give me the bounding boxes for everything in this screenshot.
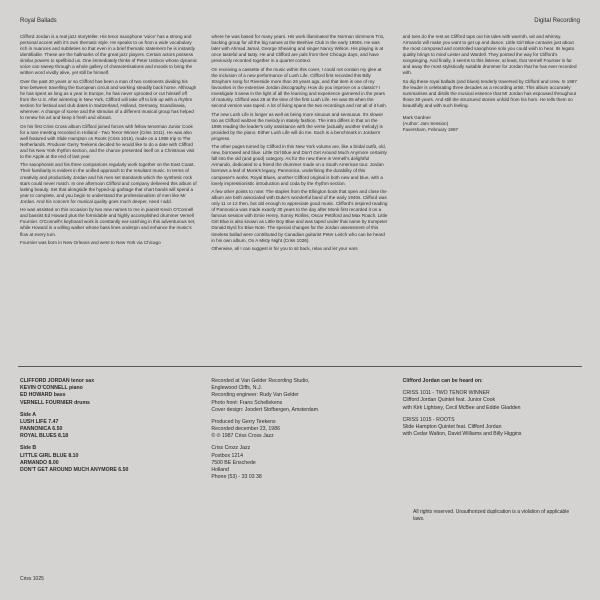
address-line: Holland bbox=[211, 466, 229, 473]
track: ROYAL BLUES 8.18 bbox=[20, 433, 69, 440]
liner-notes-column-1 bbox=[20, 34, 197, 254]
track: PANNONICA 6.50 bbox=[20, 426, 63, 433]
personnel-tracklist bbox=[20, 378, 197, 481]
recording-line: Recording engineer: Rudy Van Gelder bbox=[211, 392, 299, 399]
discography-line: Clifford Jordan Quintet feat. Junior Cook bbox=[402, 397, 496, 404]
production-line: Recorded december 23, 1986 bbox=[211, 426, 280, 433]
address-line: Criss Crozz Jazz bbox=[211, 445, 251, 452]
production-line: Produced by Gerry Teekens bbox=[211, 418, 276, 425]
paragraph: Clifford Jordan is a real jazz storyteller. His tenor saxophone 'voice' has a strong and personal accent with it's own thematic style. He speaks to us from a wide vocabulary rich in nuances and subtleties so that even in a brief thematic statement he is instantly identifiable. These are the hallmarks of the great jazz players. Certain actors possess similar powers to spellbind us. One immediately thinks of Peter Ustinov whose dynamic voice can sweep through a whole gallery of characterisations and moods to bring the written word vividly alive, yet still be himself. bbox=[20, 34, 198, 76]
paragraph: On his first Criss Cross album Clifford joined forces with fellow tenorman Junior Cook for a rare meeting recorded in Holland - Two Tenor Winner (Criss 1011). He was also well featured with Slide Hampton on Roots (Criss 1015), made on a 1985 trip to The Netherlands. Producer Gerry Teekens decided he would like to do a date with Clifford and his New York rhythm section, and the chance presented itself on a Christmas visit to the Apple at the end of last year. bbox=[20, 123, 195, 159]
author-signature bbox=[403, 115, 580, 133]
paragraph: where he was based for many years. His work illuminated the Norman Simmons Trio, backing group for all the big names at the Beehive Club in the early 1950s. He was later with Ahmad Jamal, George Shearing and singer Nancy Wilson. His playing is at once tasteful and tasty. He and Clifford are pals from their Chicago days, and have previously recorded together in a quartet context. bbox=[211, 34, 385, 64]
paragraph: Otherwise, all I can suggest is for you to sit back, relax and let your ears bbox=[211, 246, 358, 252]
discography-title: Clifford Jordan can be heard on: bbox=[402, 378, 483, 384]
paragraph: and toes do the rest as Clifford taps out his tales with warmth, wit and whimsy. Armando will make you want to get up and dance. Little Girl Blue contains just about the most composed and controlled saxophone solo you could wish to hear. Its legato quality brings to mind Lester and Wardell. They pointed the way for Clifford's songsinging. And finally, it seems to this listener, at least, that Vernell Fournier is far and away the most stylistically suitable drummer for Jordan that he has ever recorded with. bbox=[402, 34, 577, 76]
personnel-item: KEVIN O'CONNELL piano bbox=[20, 385, 83, 392]
address-line: Phone (53) - 33 03 38 bbox=[211, 474, 262, 481]
paragraph: On receiving a cassette of the music within this cover, I could not contain my glee at the inclusion of a new performance of Lush Life. Clifford first recorded this Billy Strayhorn song for Riverside more than 26 years ago, and that item is one of my favourites in the extensive Jordan discography. How do you improve on a classic? I investigate it anew in the light of all the learning and experience garnered in the years of maturity. Clifford was 28 at the time of the first Lush Life. He was 55 when the second version was taped. A lot of living spans the two recordings and not all of it lush. bbox=[211, 66, 388, 109]
author-place-date: Faversham, February 1987 bbox=[402, 127, 459, 133]
recording-line: Cover design: Joodert Stofbergen, Amsterdam bbox=[211, 406, 319, 413]
liner-notes-column-3 bbox=[403, 34, 580, 254]
recording-type: Digital Recording bbox=[534, 18, 580, 24]
side-a-label: Side A bbox=[20, 411, 36, 418]
paragraph: He was assisted on this occasion by two new names to me in pianist Kevin O'Connell and bassist Ed Howard plus the formidable and highly accomplished drummer Vernell Fournier. O'Connell's keyboard work is constantly ear-catching in this adventurous set, while Howard is a willing walker whose bass lines underpin and enhance the music's flow at every turn. bbox=[20, 207, 196, 237]
track: LUSH LIFE 7.47 bbox=[20, 418, 59, 425]
personnel-item: CLIFFORD JORDAN tenor sax bbox=[20, 378, 95, 384]
paragraph: So dig these royal ballads (and blues) tenderly traversed by Clifford and crew. In 1987 the leader is celebrating three decades as a recording artist. This album accurately summarises and distils the musical essence that Mr Jordan has espoused throughout those 30 years. And still the structured stories unfold from his horn. He tells them so beautifully and with such feeling. bbox=[402, 78, 577, 109]
liner-notes bbox=[20, 34, 580, 254]
paragraph: The new Lush Life is longer as well as being more sinuous and sensuous. It's slower too as Clifford waltzes the melody in stately fashion. The intro differs in that on the 1986 reading the leader's only assistance with the verse (actually another melody) is provided by the piano. Either Lush Life will do me. Each is a benchmark in Jordan's progress. bbox=[211, 111, 384, 141]
paragraph: Fournier was born in New Orleans and went to New York via Chicago bbox=[20, 239, 161, 245]
side-b-label: Side B bbox=[20, 445, 37, 452]
track: LITTLE GIRL BLUE 8.10 bbox=[20, 452, 79, 459]
catalog-number: Criss 1025 bbox=[20, 576, 44, 582]
personnel-item: VERNELL FOURNIER drums bbox=[20, 399, 90, 406]
paragraph: A few other points to note: The staples from the Ellington book that open and close the album are both associated with Duke's wonderful band of the early 1940s. Clifford was only 11 or 12 then, but old enough to appreciate good music. Clifford's inspired reading of Pannonica was made exactly 30 years to the day after Monk first recorded it on a famous session with Ernie Henry, Sonny Rollins, Oscar Pettiford and Max Roach. Little Girl Blue is also known as Little Boy Blue and was taped under that name by trumpeter Donald Byrd for Blue Note. The special changes for the Jordan assessment of this timeless ballad were contributed by Canadian guitarist Peter Leitch who can be heard in his own album, On A Misty Night (Criss 1026). bbox=[211, 189, 388, 243]
credits-section bbox=[20, 378, 580, 481]
track: ARMANDO 8.00 bbox=[20, 459, 59, 466]
address-line: Postbox 1214 bbox=[211, 452, 244, 459]
discography-line: Slide Hampton Quintet feat. Clifford Jordan bbox=[402, 423, 502, 430]
recording-credits bbox=[211, 378, 388, 481]
production-line: © ℗ 1987 Criss Cross Jazz bbox=[211, 433, 274, 440]
divider bbox=[18, 366, 582, 367]
album-title: Royal Ballads bbox=[20, 18, 57, 24]
recording-line: Photo front: Frans Schellekens bbox=[211, 399, 283, 406]
discography-line: with Cedar Walton, David Williams and Billy Higgins bbox=[402, 431, 522, 438]
paragraph: Over the past 20 years or so Clifford has been a man of two continents dividing his time between travelling the European circuit and working steadily back home. Although he has spent as long as a year in Europe, he has never uprooted or cut himself off from the U.S. After wintering in New York, Clifford will take off to link up with a rhythm section for festival and club dates in Switzerland, Holland, Germany, Scandinavia, wherever. A change of scene and the stimulus of a different musical group has helped to renew his art and keep it fresh and vibrant. bbox=[20, 78, 197, 121]
track: DON'T GET AROUND MUCH ANYMORE 6.50 bbox=[20, 466, 129, 473]
discography bbox=[403, 378, 580, 481]
personnel-item: ED HOWARD bass bbox=[20, 392, 66, 399]
author-credit: (Author: Jam Session) bbox=[402, 121, 449, 127]
paragraph: The saxophonist and his three companions regularly work together on the East Coast. Their familiarity is evident in the unified approach to the resultant music. In terms of creativity and productivity Jordan and his men set standards which the synthetic rock stars could never match. In one afternoon Clifford and company delivered this album of lasting beauty. Set that alongside the hyped-up garbage that chart bands will spend a year to complete, and you begin to understand the professionalism of men like Mr Jordan. And his concern for musical quality goes much deeper, need I add. bbox=[20, 162, 197, 204]
discography-line: with Kirk Lightsey, Cecil McBee and Eddie Gladden bbox=[402, 404, 521, 411]
rights-notice: All rights reserved. Unauthorized duplication is a violation of applicable laws. bbox=[413, 509, 570, 522]
discography-line: CRISS 1015 - ROOTS bbox=[402, 416, 455, 423]
recording-line: Recorded at Van Gelder Recording Studio, bbox=[211, 378, 310, 384]
address-line: 7500 BE Enschede bbox=[211, 459, 256, 466]
author-name: Mark Gardner bbox=[402, 115, 431, 121]
paragraph: The other pages turned by Clifford in this New York volume are, like a bridal outfit, old, new, borrowed and blue. Little Girl Blue and Don't Get Around Much Anymore certainly fall into the old (and good) category. As for the new there is Vernell's delightful Armando, dedicated to a friend the drummer made on a South American tour. Jordan borrows a leaf of Monk's legacy, Pannonica, underlining the durability of this composer's works. Royal Blues, another Clifford original is both new and blue, with a lovely impressionistic introduction and coda by the rhythm section. bbox=[211, 144, 387, 186]
discography-line: CRISS 1011 - TWO TENOR WINNER bbox=[402, 390, 490, 397]
liner-notes-column-2 bbox=[211, 34, 388, 254]
recording-line: Englewood Cliffs, N.J. bbox=[211, 385, 262, 392]
